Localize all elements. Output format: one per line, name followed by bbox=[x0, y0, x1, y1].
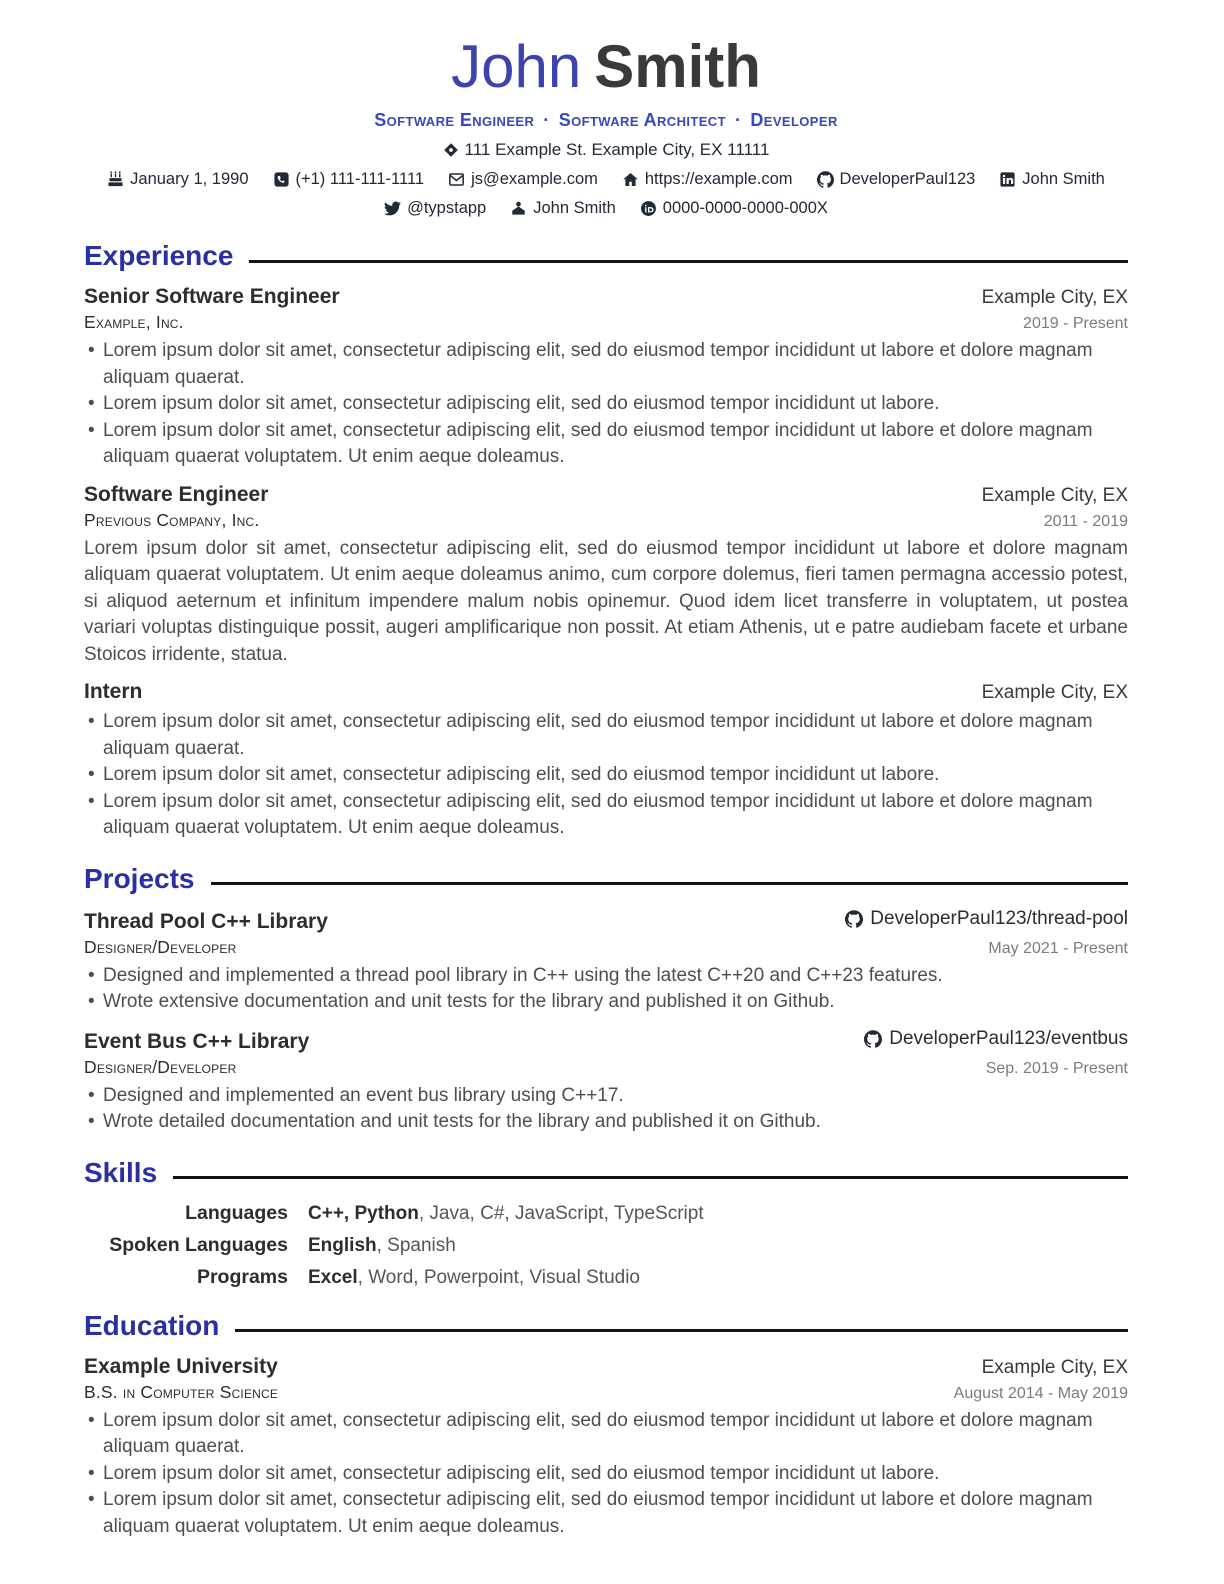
section-title-projects: Projects bbox=[84, 862, 195, 894]
experience-entry-software-engineer bbox=[84, 483, 1128, 669]
skill-label-spoken-languages: Spoken Languages bbox=[109, 1233, 288, 1256]
page-title bbox=[84, 34, 1128, 100]
github-icon bbox=[817, 171, 834, 188]
scholar-icon bbox=[510, 200, 527, 217]
role-1: Software Engineer bbox=[374, 110, 535, 130]
bullet-list bbox=[84, 1408, 1128, 1541]
github-repo-link[interactable] bbox=[864, 1028, 1128, 1050]
contact-phone[interactable] bbox=[273, 168, 425, 190]
entry-title: Senior Software Engineer bbox=[84, 285, 340, 308]
envelope-icon bbox=[448, 171, 465, 188]
contact-email[interactable] bbox=[448, 168, 598, 190]
entry-location: Example City, EX bbox=[981, 287, 1128, 308]
section-rule bbox=[211, 882, 1129, 885]
skill-value-languages bbox=[308, 1203, 1128, 1225]
location-pin-icon bbox=[443, 142, 459, 158]
bullet-item: • Wrote extensive documentation and unit tests for the library and published it on Github. bbox=[84, 989, 1128, 1016]
skill-rest: , Java, C#, JavaScript, TypeScript bbox=[418, 1202, 704, 1224]
contact-list bbox=[84, 168, 1128, 219]
contact-email-text: js@example.com bbox=[471, 170, 598, 188]
skill-rest: , Spanish bbox=[376, 1234, 456, 1256]
role-3: Developer bbox=[750, 110, 838, 130]
skill-value-spoken-languages bbox=[308, 1235, 1128, 1257]
role-separator: · bbox=[734, 110, 742, 130]
skill-rest: , Word, Powerpoint, Visual Studio bbox=[357, 1266, 640, 1288]
linkedin-icon bbox=[999, 171, 1016, 188]
repo-text: DeveloperPaul123/thread-pool bbox=[870, 907, 1128, 929]
bullet-item: • Lorem ipsum dolor sit amet, consectetur adipiscing elit, sed do eiusmod tempor incididunt ut labore. bbox=[84, 391, 1128, 418]
section-title-education: Education bbox=[84, 1309, 220, 1341]
project-entry-thread-pool bbox=[84, 908, 1128, 1016]
github-repo-link[interactable] bbox=[845, 908, 1128, 930]
skills-table bbox=[84, 1202, 1128, 1289]
bullet-item: • Lorem ipsum dolor sit amet, consectetur adipiscing elit, sed do eiusmod tempor incididunt ut labore et dolore magnam aliquam quaerat voluptatem. Ut enim aeque doleamus. bbox=[84, 789, 1128, 842]
contact-linkedin-text: John Smith bbox=[1022, 170, 1105, 188]
bullet-list bbox=[84, 1083, 1128, 1136]
bullet-item: • Lorem ipsum dolor sit amet, consectetur adipiscing elit, sed do eiusmod tempor incididunt ut labore et dolore magnam aliquam quaerat. bbox=[84, 338, 1128, 391]
birthday-cake-icon bbox=[107, 171, 124, 188]
twitter-icon bbox=[384, 200, 401, 217]
section-title-experience: Experience bbox=[84, 240, 234, 271]
contact-website-text: https://example.com bbox=[644, 170, 793, 188]
skill-strong: C++, Python bbox=[308, 1202, 419, 1224]
header bbox=[84, 34, 1128, 219]
role-separator: · bbox=[543, 110, 550, 130]
section-title-skills: Skills bbox=[84, 1156, 158, 1188]
bullet-item: • Lorem ipsum dolor sit amet, consectetur adipiscing elit, sed do eiusmod tempor incididunt ut labore et dolore magnam aliquam quaerat. bbox=[84, 709, 1128, 762]
entry-degree: B.S. in Computer Science bbox=[84, 1381, 279, 1402]
section-education bbox=[84, 1309, 1128, 1541]
bullet-list bbox=[84, 963, 1128, 1016]
bullet-item: • Wrote detailed documentation and unit tests for the library and published it on Github. bbox=[84, 1109, 1128, 1136]
experience-entry-intern bbox=[84, 680, 1128, 842]
education-entry-example-university bbox=[84, 1355, 1128, 1541]
entry-location: Example City, EX bbox=[981, 484, 1128, 506]
role-subtitle bbox=[84, 110, 1128, 131]
entry-title: Example University bbox=[84, 1354, 278, 1378]
bullet-item: • Lorem ipsum dolor sit amet, consectetur adipiscing elit, sed do eiusmod tempor incididunt ut labore. bbox=[84, 762, 1128, 789]
contact-orcid-text: 0000-0000-0000-000X bbox=[662, 199, 828, 217]
entry-role: Designer/Developer bbox=[84, 1056, 237, 1077]
project-entry-event-bus bbox=[84, 1028, 1128, 1136]
contact-github[interactable] bbox=[817, 168, 976, 190]
entry-title: Event Bus C++ Library bbox=[84, 1029, 310, 1053]
contact-phone-text: (+1) 111-111-1111 bbox=[295, 170, 425, 188]
github-icon bbox=[845, 910, 863, 928]
entry-date: May 2021 - Present bbox=[988, 939, 1128, 957]
bullet-item: • Designed and implemented an event bus library using C++17. bbox=[84, 1083, 1128, 1110]
contact-website[interactable] bbox=[622, 168, 793, 190]
section-rule bbox=[249, 260, 1128, 263]
contact-birthday-text: January 1, 1990 bbox=[130, 170, 249, 188]
entry-role: Designer/Developer bbox=[84, 936, 237, 957]
contact-twitter-text: @typstapp bbox=[407, 199, 487, 217]
entry-date: August 2014 - May 2019 bbox=[953, 1384, 1128, 1402]
entry-company: Previous Company, Inc. bbox=[84, 509, 260, 530]
skill-value-programs bbox=[308, 1267, 1128, 1289]
contact-scholar[interactable] bbox=[510, 197, 616, 219]
entry-title: Software Engineer bbox=[84, 482, 269, 506]
entry-paragraph: Lorem ipsum dolor sit amet, consectetur adipiscing elit, sed do eiusmod tempor incididunt ut labore et dolore magnam aliquam quaerat voluptatem. Ut enim aeque doleamus animo, cum corpore dolemus, fieri tamen permagna accessio potest, si aliquod aeternum et infinitum impendere malum nobis opinemur. Quod idem licet transferre in voluptatem, ut postea variari voluptas distinguique possit, augeri amplificarique non possit. At etiam Athenis, ut e patre audiebam facete et urbane Stoicos irridente, statua. bbox=[84, 537, 1128, 665]
phone-square-icon bbox=[273, 171, 290, 188]
address-text: 111 Example St. Example City, EX 11111 bbox=[464, 140, 770, 159]
skill-label-programs: Programs bbox=[196, 1265, 288, 1288]
orcid-icon bbox=[640, 200, 657, 217]
bullet-list bbox=[84, 338, 1128, 471]
section-skills bbox=[84, 1156, 1128, 1289]
home-icon bbox=[622, 171, 639, 188]
bullet-item: • Designed and implemented a thread pool library in C++ using the latest C++20 and C++23 features. bbox=[84, 963, 1128, 990]
bullet-item: • Lorem ipsum dolor sit amet, consectetur adipiscing elit, sed do eiusmod tempor incididunt ut labore et dolore magnam aliquam quaerat voluptatem. Ut enim aeque doleamus. bbox=[84, 1487, 1128, 1540]
section-rule bbox=[235, 1329, 1128, 1332]
name-first: John bbox=[451, 33, 582, 100]
contact-github-text: DeveloperPaul123 bbox=[839, 170, 976, 188]
github-icon bbox=[864, 1030, 882, 1048]
section-rule bbox=[173, 1176, 1128, 1179]
contact-birthday bbox=[107, 168, 248, 190]
entry-date: 2019 - Present bbox=[1023, 315, 1128, 332]
entry-title: Intern bbox=[84, 680, 143, 703]
contact-linkedin[interactable] bbox=[999, 168, 1105, 190]
entry-company: Example, Inc. bbox=[84, 312, 184, 332]
section-experience bbox=[84, 239, 1128, 842]
skill-strong: Excel bbox=[308, 1266, 358, 1288]
name-last: Smith bbox=[594, 33, 761, 100]
address-line bbox=[84, 140, 1128, 160]
skill-label-languages: Languages bbox=[185, 1201, 288, 1224]
bullet-item: • Lorem ipsum dolor sit amet, consectetur adipiscing elit, sed do eiusmod tempor incididunt ut labore et dolore magnam aliquam quaerat voluptatem. Ut enim aeque doleamus. bbox=[84, 418, 1128, 471]
entry-date: Sep. 2019 - Present bbox=[985, 1059, 1128, 1077]
entry-date: 2011 - 2019 bbox=[1043, 512, 1128, 530]
skill-strong: English bbox=[308, 1234, 377, 1256]
repo-text: DeveloperPaul123/eventbus bbox=[889, 1027, 1128, 1049]
contact-orcid[interactable] bbox=[640, 197, 828, 219]
experience-entry-senior-software-engineer bbox=[84, 285, 1128, 471]
contact-twitter[interactable] bbox=[384, 197, 486, 219]
entry-title: Thread Pool C++ Library bbox=[84, 909, 328, 933]
bullet-list bbox=[84, 709, 1128, 842]
section-projects bbox=[84, 862, 1128, 1136]
bullet-item: • Lorem ipsum dolor sit amet, consectetur adipiscing elit, sed do eiusmod tempor incididunt ut labore et dolore magnam aliquam quaerat. bbox=[84, 1408, 1128, 1461]
entry-location: Example City, EX bbox=[981, 682, 1128, 703]
entry-location: Example City, EX bbox=[981, 1356, 1128, 1378]
role-2: Software Architect bbox=[558, 110, 726, 130]
bullet-item: • Lorem ipsum dolor sit amet, consectetur adipiscing elit, sed do eiusmod tempor incididunt ut labore. bbox=[84, 1461, 1128, 1488]
contact-scholar-text: John Smith bbox=[533, 199, 616, 217]
